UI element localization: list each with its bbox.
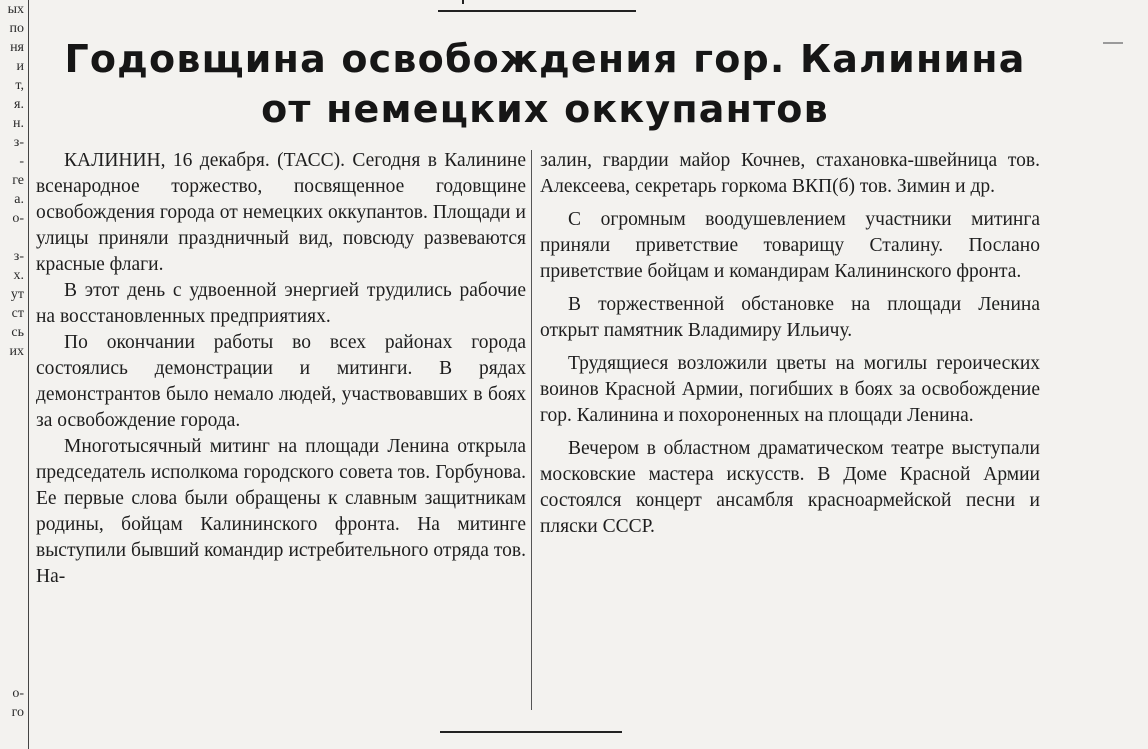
top-rule	[438, 10, 636, 12]
left-fragment: ст	[11, 306, 24, 321]
left-fragment	[0, 475, 26, 494]
left-fragment	[0, 551, 26, 570]
left-fragment: ня	[10, 40, 24, 55]
left-fragment: х.	[13, 268, 24, 283]
left-fragment	[0, 456, 26, 475]
left-fragment: о-	[12, 211, 24, 226]
left-fragment	[0, 665, 26, 684]
article-column-left	[36, 148, 526, 590]
left-fragment	[0, 608, 26, 627]
left-fragment: о-	[12, 686, 24, 701]
paragraph: Вечером в областном драматическом театре выступали московские мастера искусств. В Доме Красной Армии состоялся концерт ансамбля красноармейской песни и пляски СССР.	[540, 438, 1040, 537]
left-fragment: сь	[11, 325, 24, 340]
left-fragment: ых	[7, 2, 24, 17]
left-fragment	[0, 646, 26, 665]
article-headline	[40, 34, 1050, 134]
left-fragment	[0, 570, 26, 589]
left-fragment: т,	[15, 78, 24, 93]
left-fragment: з-	[13, 249, 24, 264]
left-fragment	[0, 380, 26, 399]
left-fragment: н.	[13, 116, 24, 131]
left-fragment	[0, 627, 26, 646]
left-fragment: я.	[14, 97, 24, 112]
left-fragment	[0, 399, 26, 418]
paragraph: В этот день с удвоенной энергией трудились рабочие на восстановленных предприятиях.	[36, 280, 526, 327]
left-column-rule	[28, 0, 29, 749]
left-column-fragments	[0, 0, 26, 749]
margin-dash	[1103, 42, 1123, 44]
left-fragment: -	[19, 154, 24, 169]
left-fragment	[0, 532, 26, 551]
paragraph: С огромным воодушевлением участники митинга приняли приветствие товарищу Сталину. Послано приветствие бойцам и командирам Калининского фронта.	[540, 209, 1040, 282]
headline-line-2: от немецких оккупантов	[261, 87, 829, 131]
left-fragment	[0, 437, 26, 456]
article-column-right	[540, 148, 1040, 540]
left-fragment: и	[16, 59, 24, 74]
left-fragment	[0, 418, 26, 437]
left-fragment	[0, 494, 26, 513]
bottom-rule	[440, 731, 622, 733]
left-fragment: по	[9, 21, 24, 36]
left-fragment	[0, 361, 26, 380]
top-rule-tick	[462, 0, 464, 4]
left-fragment: го	[11, 705, 24, 720]
column-divider	[531, 150, 532, 710]
left-fragment: ге	[12, 173, 24, 188]
paragraph: В торжественной обстановке на площади Ленина открыт памятник Владимиру Ильичу.	[540, 294, 1040, 341]
left-fragment: ут	[10, 287, 24, 302]
paragraph: залин, гвардии майор Кочнев, стахановка-швейница тов. Алексеева, секретарь горкома ВКП(б) тов. Зимин и др.	[540, 150, 1040, 197]
left-fragment	[0, 513, 26, 532]
paragraph: По окончании работы во всех районах города состоялись демонстрации и митинги. В рядах демонстрантов было немало людей, участвовавших в боях за освобождение города.	[36, 332, 526, 431]
paragraph: КАЛИНИН, 16 декабря. (ТАСС). Сегодня в Калинине всенародное торжество, посвященное годовщине освобождения города от немецких оккупантов. Площади и улицы приняли праздничный вид, повсюду развеваются красные флаги.	[36, 150, 526, 275]
left-fragment: их	[9, 344, 24, 359]
paragraph: Трудящиеся возложили цветы на могилы героических воинов Красной Армии, погибших в боях за освобождение гор. Калинина и похороненных на площади Ленина.	[540, 353, 1040, 426]
left-fragment	[0, 589, 26, 608]
paragraph: Многотысячный митинг на площади Ленина открыла председатель исполкома городского совета тов. Горбунова. Ее первые слова были обращены к славным защитникам родины, бойцам Калининского фронта. На митинге выступили бывший командир истребительного отряда тов. На-	[36, 436, 526, 587]
left-fragment: а.	[14, 192, 24, 207]
headline-line-1: Годовщина освобождения гор. Калинина	[64, 37, 1026, 81]
left-fragment	[0, 228, 26, 247]
left-fragment: з-	[13, 135, 24, 150]
